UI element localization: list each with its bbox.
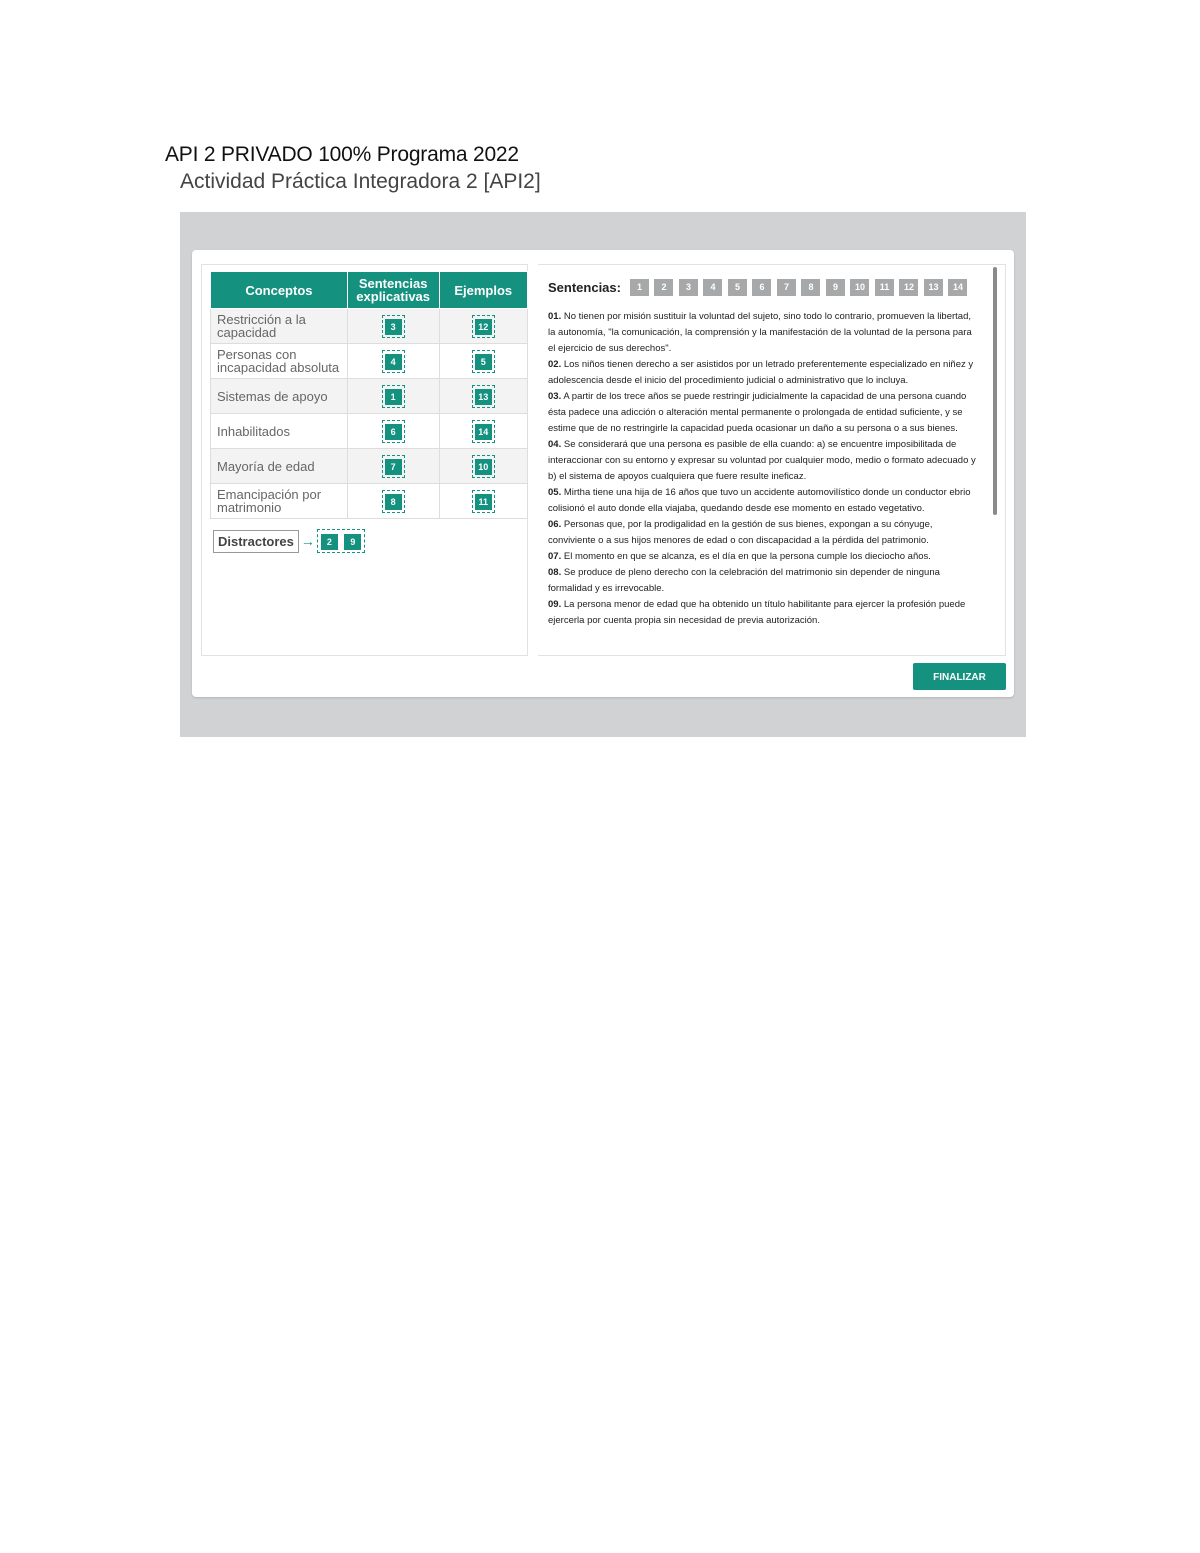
sentence-chip-10[interactable]: 10 [850,279,869,296]
header-sentencias: Sentencias explicativas [347,272,439,309]
list-item [548,597,980,629]
sentence-chip-8[interactable]: 8 [801,279,820,296]
distractores-drop-zone[interactable] [317,529,365,553]
sentencia-drop-zone[interactable] [347,414,439,449]
answer-chip[interactable]: 6 [385,424,402,440]
sentences-list [548,309,980,629]
concept-cell: Inhabilitados [211,414,348,449]
drop-slot[interactable] [472,455,495,478]
answer-chip[interactable]: 8 [385,494,402,510]
sentence-text: No tienen por misión sustituir la voluntad del sujeto, sino todo lo contrario, promueven la libertad, la autonomía, "la comunicación, la comprensión y la manifestación de la voluntad de la persona para el ejercicio de sus derechos". [548,311,972,354]
concept-cell: Emancipación por matrimonio [211,484,348,519]
sentence-chip-14[interactable]: 14 [948,279,967,296]
answer-chip[interactable]: 4 [385,354,402,370]
sentencia-drop-zone[interactable] [347,344,439,379]
drop-slot[interactable] [382,385,405,408]
list-item [548,437,980,485]
sentence-number: 09. [548,599,562,610]
concept-cell: Sistemas de apoyo [211,379,348,414]
answer-chip[interactable]: 11 [475,494,492,510]
sentence-text: El momento en que se alcanza, es el día en que la persona cumple los dieciocho años. [563,551,931,562]
sentencia-drop-zone[interactable] [347,309,439,344]
sentence-chip-1[interactable]: 1 [630,279,649,296]
distractores-row [213,529,365,553]
sentence-number: 01. [548,311,562,322]
sentencias-label: Sentencias: [548,280,621,295]
sentence-chip-13[interactable]: 13 [924,279,943,296]
concept-cell: Restricción a la capacidad [211,309,348,344]
list-item [548,357,980,389]
sentence-number: 05. [548,487,562,498]
sentence-chip-3[interactable]: 3 [679,279,698,296]
header-conceptos: Conceptos [211,272,348,309]
answer-chip[interactable]: 5 [475,354,492,370]
document-title: API 2 PRIVADO 100% Programa 2022 [165,143,519,166]
table-header-row [211,272,528,309]
drop-slot[interactable] [472,490,495,513]
answer-chip[interactable]: 10 [475,459,492,475]
ejemplo-drop-zone[interactable] [439,309,527,344]
table-row [211,379,528,414]
sentence-text: Los niños tienen derecho a ser asistidos por un letrado preferentemente especializado en niñez y adolescencia desde el inicio del procedimiento judicial o administrativo que lo incluya. [548,359,974,386]
list-item [548,309,980,357]
table-row [211,484,528,519]
distractor-chip[interactable]: 2 [321,534,338,550]
ejemplo-drop-zone[interactable] [439,414,527,449]
sentence-number: 04. [548,439,562,450]
ejemplo-drop-zone[interactable] [439,449,527,484]
sentence-chip-7[interactable]: 7 [777,279,796,296]
sentences-pane[interactable] [538,264,1006,656]
distractor-chip[interactable]: 9 [344,534,361,550]
answer-chip[interactable]: 7 [385,459,402,475]
distractores-label: Distractores [213,530,299,553]
sentence-text: Se considerará que una persona es pasible de ella cuando: a) se encuentre imposibilitada de interaccionar con su entorno y expresar su voluntad por cualquier modo, medio o formato adecuado y b) el sistema de apoyos cualquiera que fuere resulte ineficaz. [548,439,976,482]
drop-slot[interactable] [382,455,405,478]
list-item [548,389,980,437]
ejemplo-drop-zone[interactable] [439,344,527,379]
sentencia-drop-zone[interactable] [347,449,439,484]
sentence-number: 06. [548,519,562,530]
drop-slot[interactable] [382,420,405,443]
concept-cell: Mayoría de edad [211,449,348,484]
answer-chip[interactable]: 13 [475,389,492,405]
arrow-right-icon: → [300,533,315,549]
sentence-number: 03. [548,391,562,402]
answer-chip[interactable]: 3 [385,319,402,335]
sentence-number: 07. [548,551,562,562]
drop-slot[interactable] [472,350,495,373]
answer-chip[interactable]: 12 [475,319,492,335]
table-row [211,414,528,449]
list-item [548,565,980,597]
activity-frame [180,212,1026,737]
sentence-chip-9[interactable]: 9 [826,279,845,296]
answer-chip[interactable]: 1 [385,389,402,405]
sentence-text: La persona menor de edad que ha obtenido un título habilitante para ejercer la profesión puede ejercerla por cuenta propia sin necesidad de previa autorización. [548,599,966,626]
drop-slot[interactable] [472,385,495,408]
list-item [548,485,980,517]
drop-slot[interactable] [472,315,495,338]
sentence-chip-2[interactable]: 2 [654,279,673,296]
sentence-number: 08. [548,567,562,578]
matching-table [210,271,528,519]
sentence-chip-4[interactable]: 4 [703,279,722,296]
sentencia-drop-zone[interactable] [347,379,439,414]
list-item [548,517,980,549]
sentence-number: 02. [548,359,562,370]
table-row [211,309,528,344]
sentence-chip-12[interactable]: 12 [899,279,918,296]
table-row [211,344,528,379]
scrollbar[interactable] [993,267,997,515]
sentence-text: Mirtha tiene una hija de 16 años que tuvo un accidente automovilístico donde un conductor ebrio colisionó el auto donde ella viajaba, quedando desde ese momento en estado vegetativo. [548,487,971,514]
activity-card [192,250,1014,697]
sentence-chip-6[interactable]: 6 [752,279,771,296]
drop-slot[interactable] [472,420,495,443]
sentence-text: Personas que, por la prodigalidad en la gestión de sus bienes, expongan a su cónyuge, conviviente o a sus hijos menores de edad o con discapacidad a la pérdida del patrimonio. [548,519,933,546]
drop-slot[interactable] [382,350,405,373]
drop-slot[interactable] [382,315,405,338]
drop-slot[interactable] [382,490,405,513]
sentencias-header [548,279,973,296]
sentence-chip-11[interactable]: 11 [875,279,894,296]
list-item [548,549,980,565]
sentence-text: A partir de los trece años se puede restringir judicialmente la capacidad de una persona cuando ésta padece una adicción o alteración mental permanente o prolongada de entidad suficiente, y se estime que de no restringirle la capacidad pueda ocasionar un daño a su persona o a sus bienes. [548,391,967,434]
header-ejemplos: Ejemplos [439,272,527,309]
concept-cell: Personas con incapacidad absoluta [211,344,348,379]
ejemplo-drop-zone[interactable] [439,379,527,414]
matching-pane [201,264,528,656]
table-row [211,449,528,484]
document-subtitle: Actividad Práctica Integradora 2 [API2] [180,170,541,193]
ejemplo-drop-zone[interactable] [439,484,527,519]
answer-chip[interactable]: 14 [475,424,492,440]
sentence-chip-5[interactable]: 5 [728,279,747,296]
sentence-text: Se produce de pleno derecho con la celebración del matrimonio sin depender de ninguna formalidad y es irrevocable. [548,567,940,594]
sentencia-drop-zone[interactable] [347,484,439,519]
finalizar-button[interactable]: FINALIZAR [913,663,1006,690]
